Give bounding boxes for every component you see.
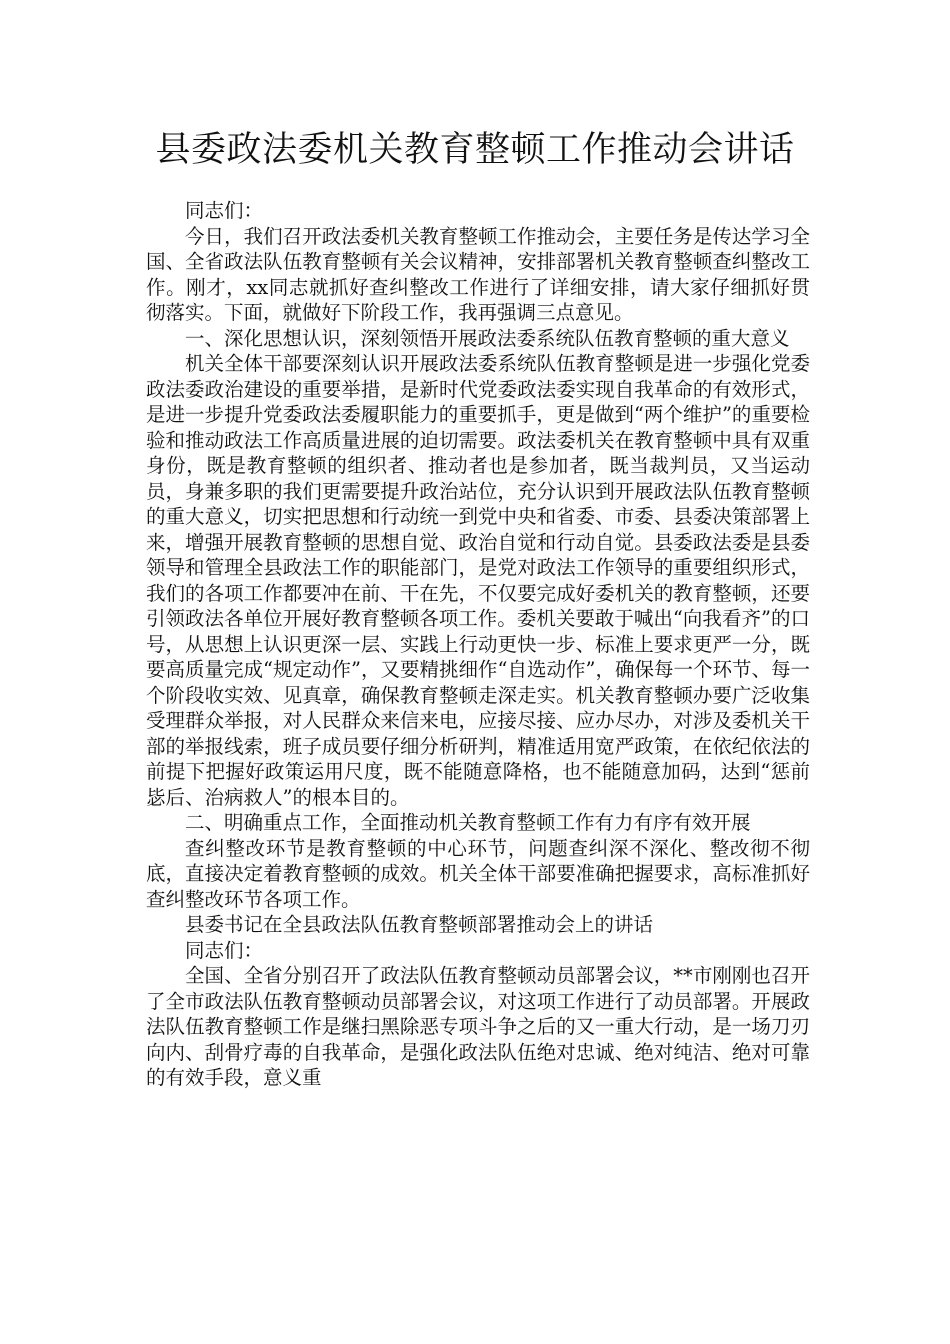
- body-paragraph: 机关全体干部要深刻认识开展政法委系统队伍教育整顿是进一步强化党委政法委政治建设的重要举措，是新时代党委政法委实现自我革命的有效形式，是进一步提升党委政法委履职能力的重要抓手，更是做到“两个维护”的重要检验和推动政法工作高质量进展的迫切需要。政法委机关在教育整顿中具有双重身份，既是教育整顿的组织者、推动者也是参加者，既当裁判员，又当运动员，身兼多职的我们更需要提升政治站位，充分认识到开展政法队伍教育整顿的重大意义，切实把思想和行动统一到党中央和省委、市委、县委决策部署上来，增强开展教育整顿的思想自觉、政治自觉和行动自觉。县委政法委是县委领导和管理全县政法工作的职能部门，是党对政法工作领导的重要组织形式，我们的各项工作都要冲在前、干在先，不仅要完成好委机关的教育整顿，还要引领政法各单位开展好教育整顿各项工作。委机关要敢于喊出“向我看齐”的口号，从思想上认识更深一层、实践上行动更快一步、标准上要求更严一分，既要高质量完成“规定动作”，又要精挑细作“自选动作”，确保每一个环节、每一个阶段收实效、见真章，确保教育整顿走深走实。机关教育整顿办要广泛收集受理群众举报，对人民群众来信来电，应接尽接、应办尽办，对涉及委机关干部的举报线索，班子成员要仔细分析研判，精准适用宽严政策，在依纪依法的前提下把握好政策运用尺度，既不能随意降格，也不能随意加码，达到“惩前毖后、治病救人”的根本目的。: [146, 352, 810, 809]
- section-heading: 二、明确重点工作，全面推动机关教育整顿工作有力有序有效开展: [185, 811, 751, 834]
- document-body: [146, 198, 810, 1091]
- document-title: 县委政法委机关教育整顿工作推动会讲话: [155, 130, 795, 170]
- body-paragraph: 今日，我们召开政法委机关教育整顿工作推动会，主要任务是传达学习全国、全省政法队伍教育整顿有关会议精神，安排部署机关教育整顿查纠整改工作。刚才，xx同志就抓好查纠整改工作进行了详细安排，请大家仔细抓好贯彻落实。下面，就做好下阶段工作，我再强调三点意见。: [146, 224, 810, 324]
- body-paragraph: 全国、全省分别召开了政法队伍教育整顿动员部署会议，**市刚刚也召开了全市政法队伍教育整顿动员部署会议，对这项工作进行了动员部署。开展政法队伍教育整顿工作是继扫黑除恶专项斗争之后的又一重大行动，是一场刀刃向内、刮骨疗毒的自我革命，是强化政法队伍绝对忠诚、绝对纯洁、绝对可靠的有效手段，意义重: [146, 964, 810, 1089]
- salutation: 同志们：: [185, 199, 264, 222]
- subtitle-line: 县委书记在全县政法队伍教育整顿部署推动会上的讲话: [185, 913, 654, 936]
- body-paragraph: 查纠整改环节是教育整顿的中心环节，问题查纠深不深化、整改彻不彻底，直接决定着教育整顿的成效。机关全体干部要准确把握要求，高标准抓好查纠整改环节各项工作。: [146, 836, 810, 911]
- salutation: 同志们：: [185, 938, 264, 962]
- section-heading: 一、深化思想认识，深刻领悟开展政法委系统队伍教育整顿的重大意义: [185, 326, 790, 350]
